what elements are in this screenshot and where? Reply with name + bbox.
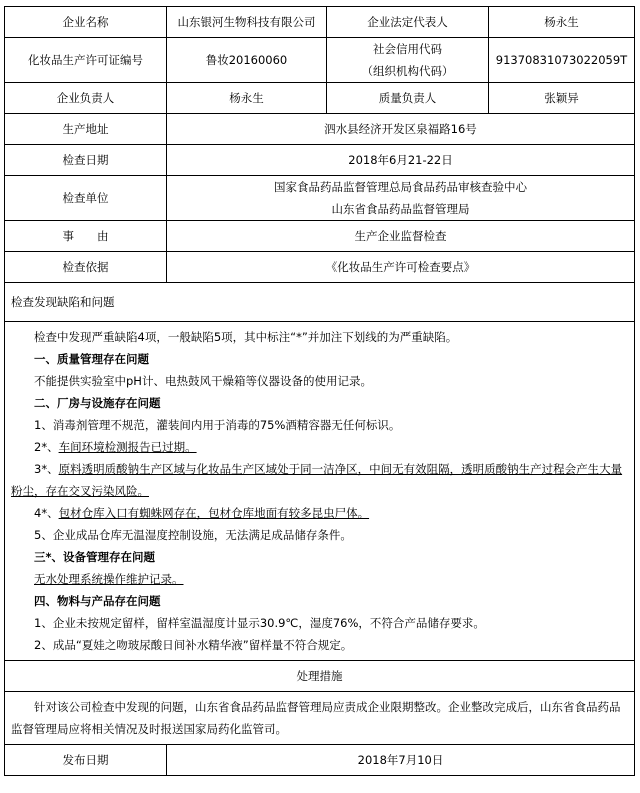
row-measures-header: [5, 661, 635, 692]
publish-date: 2018年7月10日: [167, 745, 635, 776]
measures-line2: 品药品监督管理局应将相关情况及时报送国家局药化监管司。: [11, 700, 621, 736]
finding-facility-2-num: 2*、: [34, 440, 59, 454]
quality-value: 张颖异: [489, 83, 635, 114]
findings-intro: 检查中发现严重缺陷4项，一般缺陷5项，其中标注“*”并加注下划线的为严重缺陷。: [34, 330, 458, 344]
finding-materials-2: 2、成品“夏娃之吻玻尿酸日间补水精华液”留样量不符合规定。: [34, 638, 353, 652]
row-publish: [5, 745, 635, 776]
measures-line1: 针对该公司检查中发现的问题，山东省食品药品监督管理局应责成企业限期整改。企业整改完成后，山东省食: [34, 700, 586, 714]
finding-facility-2: [11, 436, 628, 458]
row-date: [5, 145, 635, 176]
quality-label: 质量负责人: [327, 83, 489, 114]
finding-materials-1: 1、企业未按规定留样，留样室温湿度计显示30.9℃，湿度76%，不符合产品储存要求。: [34, 616, 485, 630]
company-name-label: 企业名称: [5, 7, 167, 38]
basis-value: 《化妆品生产许可检查要点》: [167, 252, 635, 283]
row-company: [5, 7, 635, 38]
finding-facility-4: [11, 502, 628, 524]
row-license: [5, 38, 635, 83]
row-measures: [5, 692, 635, 745]
credit-label-line2: （组织机构代码）: [361, 64, 454, 78]
finding-facility-3: [11, 458, 628, 502]
manager-label: 企业负责人: [5, 83, 167, 114]
row-unit: [5, 176, 635, 221]
license-value: 鲁妆20160060: [167, 38, 327, 83]
finding-equipment-1: [11, 568, 628, 590]
unit-label: 检查单位: [5, 176, 167, 221]
section-equipment-title: 三*、设备管理存在问题: [34, 550, 156, 564]
unit-value: [167, 176, 635, 221]
basis-label: 检查依据: [5, 252, 167, 283]
section-quality-title: 一、质量管理存在问题: [34, 352, 149, 366]
finding-facility-4-num: 4*、: [34, 506, 59, 520]
license-label: 化妆品生产许可证编号: [5, 38, 167, 83]
manager-value: 杨永生: [167, 83, 327, 114]
finding-facility-3-text-a: 原料透明质酸钠生产区域与化妆品生产区域处于同一洁净区，中间无有效阻隔，透明质酸钠生产过程会产: [58, 462, 588, 476]
address-value: 泗水县经济开发区泉福路16号: [167, 114, 635, 145]
section-materials-title: 四、物料与产品存在问题: [34, 594, 161, 608]
publish-label: 发布日期: [5, 745, 167, 776]
matter-value: 生产企业监督检查: [167, 221, 635, 252]
matter-label: 事 由: [5, 221, 167, 252]
finding-equipment-1-text: 无水处理系统操作维护记录。: [34, 572, 184, 586]
finding-quality-1: 不能提供实验室中pH计、电热鼓风干燥箱等仪器设备的使用记录。: [34, 374, 372, 388]
finding-facility-4-text: 包材仓库入口有蜘蛛网存在，包材仓库地面有较多昆虫尸体。: [58, 506, 370, 520]
date-label: 检查日期: [5, 145, 167, 176]
company-name-value: 山东银河生物科技有限公司: [167, 7, 327, 38]
finding-facility-5: 5、企业成品仓库无温湿度控制设施，无法满足成品储存条件。: [34, 528, 352, 542]
legal-rep-value: 杨永生: [489, 7, 635, 38]
row-matter: [5, 221, 635, 252]
unit-line1: 国家食品药品监督管理总局食品药品审核查验中心: [274, 180, 527, 194]
findings-label: 检查发现缺陷和问题: [5, 283, 635, 322]
row-findings: [5, 322, 635, 661]
address-label: 生产地址: [5, 114, 167, 145]
section-facility-title: 二、厂房与设施存在问题: [34, 396, 161, 410]
measures-label: 处理措施: [5, 661, 635, 692]
credit-code-value: 91370831073022059T: [489, 38, 635, 83]
finding-facility-2-text: 车间环境检测报告已过期。: [58, 440, 197, 454]
legal-rep-label: 企业法定代表人: [327, 7, 489, 38]
findings-body: [5, 322, 635, 661]
unit-line2: 山东省食品药品监督管理局: [331, 202, 470, 216]
row-address: [5, 114, 635, 145]
credit-label-line1: 社会信用代码: [373, 42, 442, 56]
inspection-table: [4, 6, 635, 776]
credit-code-label: [327, 38, 489, 83]
measures-body: [5, 692, 635, 745]
row-findings-header: [5, 283, 635, 322]
date-value: 2018年6月21-22日: [167, 145, 635, 176]
finding-facility-3-text-b: 生大量粉尘，存在交叉污染风险。: [11, 462, 623, 498]
row-basis: [5, 252, 635, 283]
finding-facility-1: 1、消毒剂管理不规范，灌装间内用于消毒的75%酒精容器无任何标识。: [34, 418, 401, 432]
measures-text: [11, 696, 628, 740]
finding-facility-3-num: 3*、: [34, 462, 59, 476]
row-manager: [5, 83, 635, 114]
